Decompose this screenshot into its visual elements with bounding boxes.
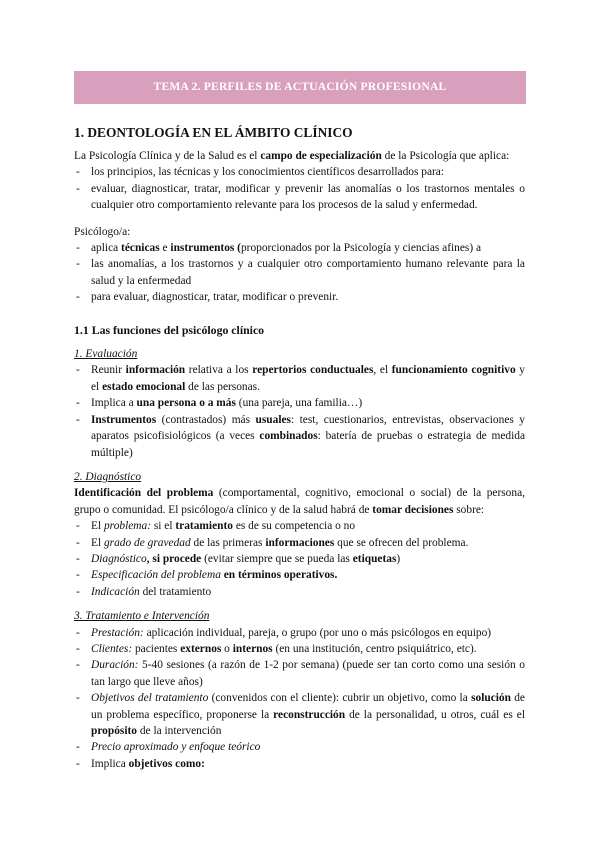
list-item: - Clientes: pacientes externos o internos (en una institución, centro psiquiátrico, etc). — [74, 641, 525, 657]
psicologo-label: Psicólogo/a: — [74, 225, 131, 238]
intro-list — [74, 164, 525, 213]
diagnostico-list — [74, 518, 525, 600]
subsection-heading-funciones: 1.1 Las funciones del psicólogo clínico — [74, 322, 265, 337]
list-item: - Duración: 5-40 sesiones (a razón de 1-2 por semana) (puede ser tan corto como una sesión o tan largo que lleve años) — [74, 657, 525, 690]
list-item: - Objetivos del tratamiento (convenidos con el cliente): cubrir un objetivo, como la solución de un problema específico, proponerse la reconstrucción de la personalidad, u otros, cuál es el propósito de la intervención — [74, 690, 525, 739]
evaluacion-list — [74, 362, 525, 460]
intro-paragraph: La Psicología Clínica y de la Salud es el campo de especialización de la Psicología que aplica: — [74, 150, 510, 162]
list-item: - Implica objetivos como: — [74, 756, 525, 772]
heading-diagnostico: 2. Diagnóstico — [74, 470, 142, 483]
list-item: - Especificación del problema en términos operativos. — [74, 567, 525, 583]
list-item: - las anomalías, a los trastornos y a cualquier otro comportamiento humano relevante para la salud y la enfermedad — [74, 256, 525, 289]
list-item: - Indicación del tratamiento — [74, 584, 525, 600]
list-item: - para evaluar, diagnosticar, tratar, modificar o prevenir. — [74, 289, 525, 305]
psicologo-list — [74, 240, 525, 306]
list-item: - los principios, las técnicas y los conocimientos científicos desarrollados para: — [74, 164, 525, 180]
diagnostico-paragraph: Identificación del problema (comportamental, cognitivo, emocional o social) de la persona, grupo o comunidad. El psicólogo/a clínico y de la salud habrá de tomar decisiones sobre: — [74, 487, 525, 516]
heading-tratamiento: 3. Tratamiento e Intervención — [74, 610, 210, 623]
list-item: - Reunir información relativa a los repertorios conductuales, el funcionamiento cognitivo y el estado emocional de las personas. — [74, 362, 525, 395]
tratamiento-list — [74, 625, 525, 773]
list-item: - Precio aproximado y enfoque teórico — [74, 739, 525, 755]
list-item: - El grado de gravedad de las primeras informaciones que se ofrecen del problema. — [74, 535, 525, 551]
list-item: - Instrumentos (contrastados) más usuales: test, cuestionarios, entrevistas, observaciones y aparatos psicofisiológicos (a veces combinados: batería de pruebas o estrategia de medida múltiple) — [74, 412, 525, 461]
document-content — [74, 124, 525, 772]
topic-banner: TEMA 2. PERFILES DE ACTUACIÓN PROFESIONAL — [74, 71, 526, 104]
list-item: - evaluar, diagnosticar, tratar, modificar y prevenir las anomalías o los trastornos mentales o cualquier otro comportamiento relevante para los procesos de la salud y enfermedad. — [74, 181, 525, 214]
list-item: - aplica técnicas e instrumentos (proporcionados por la Psicología y ciencias afines) a — [74, 240, 525, 256]
list-item: - El problema: si el tratamiento es de su competencia o no — [74, 518, 525, 534]
list-item: - Diagnóstico, si procede (evitar siempre que se pueda las etiquetas) — [74, 551, 525, 567]
list-item: - Implica a una persona o a más (una pareja, una familia…) — [74, 395, 525, 411]
list-item: - Prestación: aplicación individual, pareja, o grupo (por uno o más psicólogos en equipo) — [74, 625, 525, 641]
section-heading-deontologia: 1. DEONTOLOGÍA EN EL ÁMBITO CLÍNICO — [74, 125, 353, 140]
heading-evaluacion: 1. Evaluación — [74, 348, 138, 361]
